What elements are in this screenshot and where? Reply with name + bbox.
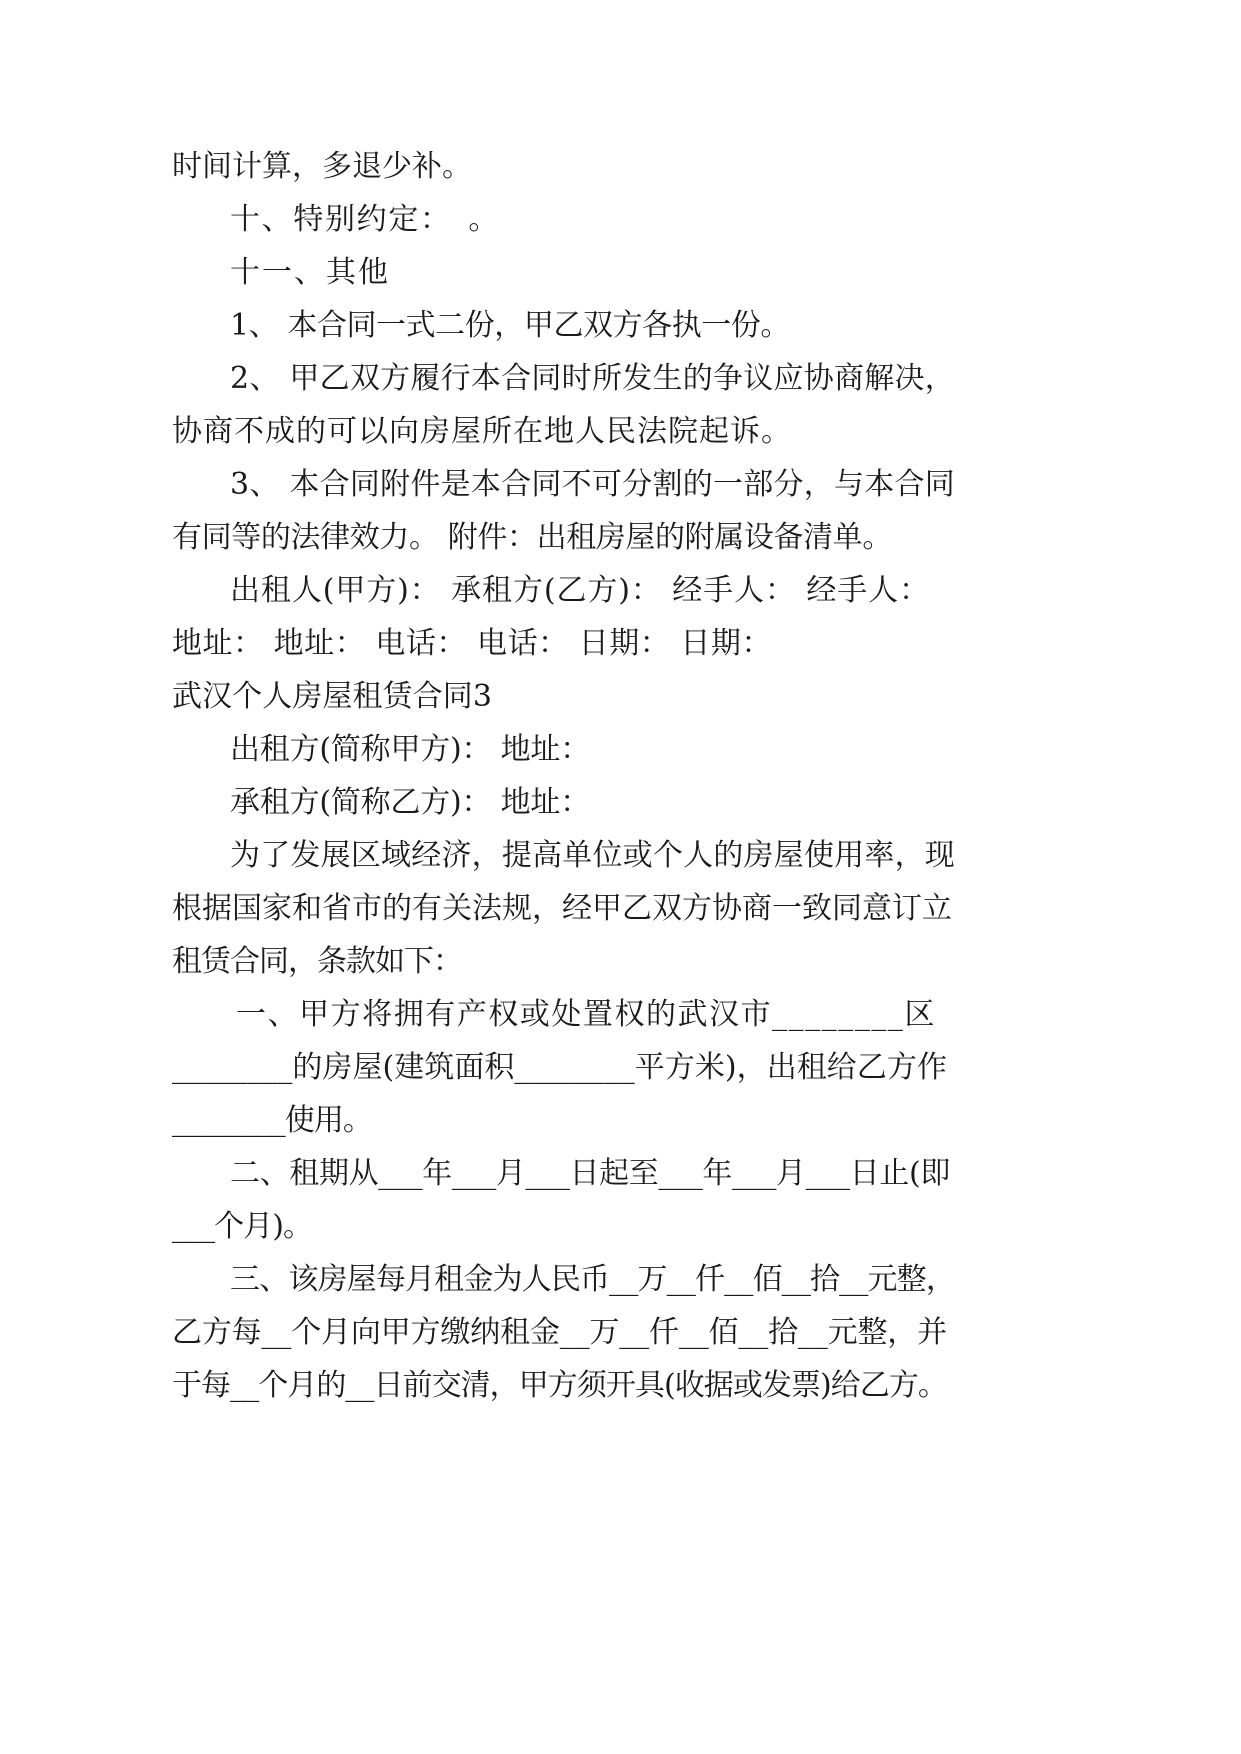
paragraph-line: 租赁合同，条款如下： bbox=[172, 944, 462, 979]
paragraph-line: 为了发展区域经济，提高单位或个人的房屋使用率，现 bbox=[230, 838, 955, 873]
paragraph-line: 二、租期从___年___月___日起至___年___月___日止(即 bbox=[230, 1156, 950, 1191]
paragraph-line: ________使用。 bbox=[172, 1103, 372, 1138]
paragraph-line: ________的房屋(建筑面积________平方米)，出租给乙方作 bbox=[172, 1050, 947, 1085]
paragraph-line: 3、 本合同附件是本合同不可分割的一部分，与本合同 bbox=[230, 467, 955, 502]
paragraph-line: 十、特别约定： 。 bbox=[230, 202, 500, 237]
paragraph-line: 协商不成的可以向房屋所在地人民法院起诉。 bbox=[172, 414, 792, 449]
paragraph-line: 于每__个月的__日前交清，甲方须开具(收据或发票)给乙方。 bbox=[172, 1368, 947, 1403]
paragraph-line: 1、 本合同一式二份，甲乙双方各执一份。 bbox=[230, 308, 790, 343]
paragraph-line: 2、 甲乙双方履行本合同时所发生的争议应协商解决， bbox=[230, 361, 955, 396]
paragraph-line: 出租方(简称甲方)： 地址： bbox=[230, 732, 590, 767]
paragraph-line: 乙方每__个月向甲方缴纳租金__万__仟__佰__拾__元整，并 bbox=[172, 1315, 947, 1350]
paragraph-line: 一、甲方将拥有产权或处置权的武汉市________区 bbox=[236, 997, 936, 1032]
paragraph-line: 时间计算，多退少补。 bbox=[172, 149, 472, 184]
paragraph-line: 出租人(甲方)： 承租方(乙方)： 经手人： 经手人： bbox=[230, 573, 930, 608]
paragraph-line: ___个月)。 bbox=[172, 1209, 312, 1244]
paragraph-line: 承租方(简称乙方)： 地址： bbox=[230, 785, 590, 820]
section-title: 武汉个人房屋租赁合同3 bbox=[172, 679, 492, 714]
paragraph-line: 根据国家和省市的有关法规，经甲乙双方协商一致同意订立 bbox=[172, 891, 952, 926]
paragraph-line: 有同等的法律效力。 附件：出租房屋的附属设备清单。 bbox=[172, 520, 892, 555]
paragraph-line: 地址： 地址： 电话： 电话： 日期： 日期： bbox=[172, 626, 772, 661]
paragraph-line: 十一、其他 bbox=[230, 255, 390, 290]
paragraph-line: 三、该房屋每月租金为人民币__万__仟__佰__拾__元整， bbox=[230, 1262, 955, 1297]
